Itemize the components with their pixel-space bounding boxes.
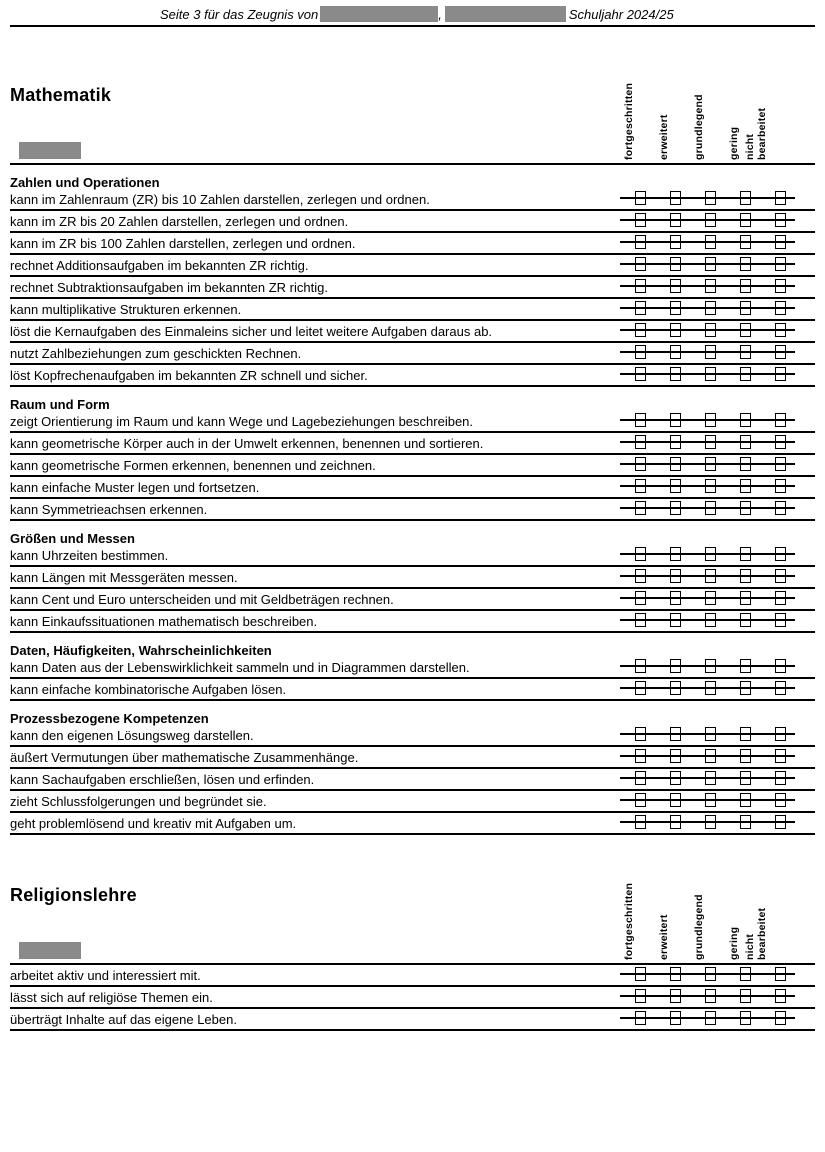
checkbox-nicht-bearbeitet[interactable] [775,1011,786,1025]
checkbox-erweitert[interactable] [670,257,681,271]
checkbox-grundlegend[interactable] [705,989,716,1003]
competency-row [10,343,815,365]
rating-checkboxes [620,793,795,807]
competency-text: kann Daten aus der Lebenswirklichkeit sammeln und in Diagrammen darstellen. [10,660,470,675]
checkbox-grundlegend[interactable] [705,213,716,227]
competency-row [10,433,815,455]
rating-checkboxes [620,591,795,605]
competency-row [10,499,815,521]
redacted-label [19,942,81,959]
competency-text: kann Sachaufgaben erschließen, lösen und erfinden. [10,772,315,787]
competency-text: kann einfache Muster legen und fortsetzen. [10,480,260,495]
rating-checkboxes [620,479,795,493]
checkbox-erweitert[interactable] [670,989,681,1003]
header-name-separator: , [438,7,442,22]
competency-row [10,791,815,813]
checkbox-grundlegend[interactable] [705,793,716,807]
checkbox-nicht-bearbeitet[interactable] [775,191,786,205]
competency-row [10,211,815,233]
checkbox-fortgeschritten[interactable] [635,501,646,515]
checkbox-nicht-bearbeitet[interactable] [775,435,786,449]
checkbox-nicht-bearbeitet[interactable] [775,727,786,741]
subject-section-header [10,882,815,965]
competency-text: geht problemlösend und kreativ mit Aufgaben um. [10,816,297,831]
competency-text: arbeitet aktiv und interessiert mit. [10,968,201,983]
rating-checkboxes [620,213,795,227]
checkbox-fortgeschritten[interactable] [635,279,646,293]
checkbox-nicht-bearbeitet[interactable] [775,771,786,785]
checkbox-fortgeschritten[interactable] [635,749,646,763]
rating-checkboxes [620,569,795,583]
checkbox-gering[interactable] [740,1011,751,1025]
checkbox-nicht-bearbeitet[interactable] [775,989,786,1003]
checkbox-nicht-bearbeitet[interactable] [775,235,786,249]
competency-group [10,965,815,1031]
checkbox-erweitert[interactable] [670,659,681,673]
competency-text: kann geometrische Körper auch in der Umwelt erkennen, benennen und sortieren. [10,436,484,451]
checkbox-grundlegend[interactable] [705,435,716,449]
checkbox-grundlegend[interactable] [705,815,716,829]
checkbox-fortgeschritten[interactable] [635,569,646,583]
checkbox-grundlegend[interactable] [705,279,716,293]
rating-column-label-fortgeschritten: fortgeschritten [623,82,635,160]
checkbox-grundlegend[interactable] [705,479,716,493]
rating-checkboxes [620,279,795,293]
rating-checkboxes [620,235,795,249]
checkbox-erweitert[interactable] [670,367,681,381]
checkbox-gering[interactable] [740,967,751,981]
checkbox-gering[interactable] [740,435,751,449]
competency-group-title: Raum und Form [10,397,110,412]
checkbox-grundlegend[interactable] [705,659,716,673]
checkbox-erweitert[interactable] [670,301,681,315]
checkbox-grundlegend[interactable] [705,345,716,359]
competency-row [10,611,815,633]
competency-row [10,769,815,791]
rating-checkboxes [620,435,795,449]
checkbox-fortgeschritten[interactable] [635,213,646,227]
checkbox-nicht-bearbeitet[interactable] [775,613,786,627]
checkbox-gering[interactable] [740,367,751,381]
checkbox-gering[interactable] [740,659,751,673]
rating-checkboxes [620,771,795,785]
competency-row [10,747,815,769]
competency-text: kann im Zahlenraum (ZR) bis 10 Zahlen darstellen, zerlegen und ordnen. [10,192,430,207]
checkbox-gering[interactable] [740,771,751,785]
rating-checkboxes [620,659,795,673]
rating-column-label-fortgeschritten: fortgeschritten [623,882,635,960]
checkbox-fortgeschritten[interactable] [635,815,646,829]
rating-checkboxes [620,457,795,471]
subject-section-header [10,27,815,165]
checkbox-erweitert[interactable] [670,213,681,227]
competency-text: kann im ZR bis 20 Zahlen darstellen, zerlegen und ordnen. [10,214,349,229]
competency-row [10,987,815,1009]
checkbox-grundlegend[interactable] [705,771,716,785]
checkbox-grundlegend[interactable] [705,547,716,561]
competency-text: kann Cent und Euro unterscheiden und mit Geldbeträgen rechnen. [10,592,394,607]
checkbox-nicht-bearbeitet[interactable] [775,367,786,381]
competency-text: überträgt Inhalte auf das eigene Leben. [10,1012,237,1027]
checkbox-nicht-bearbeitet[interactable] [775,591,786,605]
checkbox-gering[interactable] [740,413,751,427]
competency-group [10,531,815,633]
competency-text: kann geometrische Formen erkennen, benennen und zeichnen. [10,458,376,473]
rating-checkboxes [620,681,795,695]
checkbox-gering[interactable] [740,301,751,315]
rating-checkboxes [620,191,795,205]
redacted-student-firstname [445,6,566,22]
checkbox-gering[interactable] [740,989,751,1003]
competency-text: lässt sich auf religiöse Themen ein. [10,990,213,1005]
checkbox-nicht-bearbeitet[interactable] [775,967,786,981]
competency-group-title: Daten, Häufigkeiten, Wahrscheinlichkeiten [10,643,272,658]
competency-row [10,365,815,387]
redacted-label [19,142,81,159]
checkbox-nicht-bearbeitet[interactable] [775,479,786,493]
checkbox-erweitert[interactable] [670,569,681,583]
competency-text: äußert Vermutungen über mathematische Zusammenhänge. [10,750,359,765]
checkbox-erweitert[interactable] [670,771,681,785]
competency-row [10,725,815,747]
checkbox-nicht-bearbeitet[interactable] [775,279,786,293]
checkbox-grundlegend[interactable] [705,413,716,427]
competency-text: kann Uhrzeiten bestimmen. [10,548,169,563]
checkbox-nicht-bearbeitet[interactable] [775,749,786,763]
competency-row [10,477,815,499]
checkbox-erweitert[interactable] [670,547,681,561]
form-body [10,27,815,1031]
checkbox-erweitert[interactable] [670,793,681,807]
checkbox-erweitert[interactable] [670,191,681,205]
checkbox-gering[interactable] [740,613,751,627]
checkbox-gering[interactable] [740,191,751,205]
competency-row [10,299,815,321]
rating-column-label-gering: gering [728,926,740,960]
checkbox-gering[interactable] [740,569,751,583]
checkbox-nicht-bearbeitet[interactable] [775,213,786,227]
rating-checkboxes [620,501,795,515]
competency-text: löst Kopfrechenaufgaben im bekannten ZR schnell und sicher. [10,368,368,383]
competency-group [10,397,815,521]
checkbox-gering[interactable] [740,793,751,807]
checkbox-erweitert[interactable] [670,235,681,249]
checkbox-erweitert[interactable] [670,591,681,605]
checkbox-grundlegend[interactable] [705,613,716,627]
checkbox-fortgeschritten[interactable] [635,771,646,785]
rating-checkboxes [620,547,795,561]
competency-text: kann multiplikative Strukturen erkennen. [10,302,242,317]
competency-text: kann Einkaufssituationen mathematisch beschreiben. [10,614,318,629]
checkbox-erweitert[interactable] [670,815,681,829]
checkbox-grundlegend[interactable] [705,591,716,605]
competency-row [10,455,815,477]
checkbox-grundlegend[interactable] [705,749,716,763]
checkbox-fortgeschritten[interactable] [635,659,646,673]
checkbox-fortgeschritten[interactable] [635,613,646,627]
checkbox-gering[interactable] [740,479,751,493]
checkbox-nicht-bearbeitet[interactable] [775,257,786,271]
checkbox-nicht-bearbeitet[interactable] [775,413,786,427]
checkbox-nicht-bearbeitet[interactable] [775,659,786,673]
checkbox-erweitert[interactable] [670,323,681,337]
checkbox-erweitert[interactable] [670,749,681,763]
checkbox-gering[interactable] [740,727,751,741]
competency-row [10,189,815,211]
checkbox-grundlegend[interactable] [705,367,716,381]
checkbox-gering[interactable] [740,591,751,605]
checkbox-fortgeschritten[interactable] [635,793,646,807]
rating-column-label-nicht-bearbeitet: nicht bearbeitet [744,907,768,960]
checkbox-nicht-bearbeitet[interactable] [775,793,786,807]
checkbox-gering[interactable] [740,501,751,515]
checkbox-gering[interactable] [740,257,751,271]
competency-text: kann Längen mit Messgeräten messen. [10,570,238,585]
competency-row [10,679,815,701]
checkbox-gering[interactable] [740,345,751,359]
checkbox-gering[interactable] [740,457,751,471]
competency-row [10,589,815,611]
competency-text: kann im ZR bis 100 Zahlen darstellen, zerlegen und ordnen. [10,236,356,251]
rating-column-label-nicht-bearbeitet: nicht bearbeitet [744,107,768,160]
header-text-prefix: Seite 3 für das Zeugnis von [160,7,319,22]
checkbox-grundlegend[interactable] [705,257,716,271]
checkbox-erweitert[interactable] [670,413,681,427]
competency-row [10,255,815,277]
checkbox-grundlegend[interactable] [705,301,716,315]
checkbox-grundlegend[interactable] [705,1011,716,1025]
competency-row [10,1009,815,1031]
checkbox-erweitert[interactable] [670,613,681,627]
checkbox-fortgeschritten[interactable] [635,323,646,337]
rating-checkboxes [620,613,795,627]
checkbox-nicht-bearbeitet[interactable] [775,681,786,695]
checkbox-grundlegend[interactable] [705,235,716,249]
competency-row [10,965,815,987]
subject-title: Religionslehre [10,885,137,905]
checkbox-erweitert[interactable] [670,457,681,471]
redacted-student-lastname [320,6,438,22]
checkbox-nicht-bearbeitet[interactable] [775,323,786,337]
competency-row [10,321,815,343]
competency-group [10,175,815,387]
rating-checkboxes [620,413,795,427]
checkbox-fortgeschritten[interactable] [635,457,646,471]
competency-text: zeigt Orientierung im Raum und kann Wege und Lagebeziehungen beschreiben. [10,414,474,429]
rating-column-label-gering: gering [728,126,740,160]
checkbox-fortgeschritten[interactable] [635,681,646,695]
rating-checkboxes [620,301,795,315]
checkbox-grundlegend[interactable] [705,569,716,583]
checkbox-fortgeschritten[interactable] [635,591,646,605]
checkbox-grundlegend[interactable] [705,967,716,981]
rating-checkboxes [620,1011,795,1025]
competency-group-title: Zahlen und Operationen [10,175,160,190]
header-text-suffix: Schuljahr 2024/25 [568,7,674,22]
checkbox-gering[interactable] [740,213,751,227]
checkbox-nicht-bearbeitet[interactable] [775,345,786,359]
checkbox-erweitert[interactable] [670,501,681,515]
competency-text: nutzt Zahlbeziehungen zum geschickten Rechnen. [10,346,302,361]
rating-checkboxes [620,257,795,271]
rating-column-label-erweitert: erweitert [658,114,670,160]
competency-text: kann Symmetrieachsen erkennen. [10,502,208,517]
competency-row [10,277,815,299]
checkbox-gering[interactable] [740,547,751,561]
checkbox-fortgeschritten[interactable] [635,967,646,981]
subject-section [10,27,815,835]
rating-checkboxes [620,815,795,829]
rating-column-label-grundlegend: grundlegend [693,894,705,960]
competency-text: rechnet Additionsaufgaben im bekannten ZR richtig. [10,258,309,273]
competency-row [10,411,815,433]
checkbox-nicht-bearbeitet[interactable] [775,301,786,315]
checkbox-fortgeschritten[interactable] [635,479,646,493]
competency-row [10,233,815,255]
checkbox-fortgeschritten[interactable] [635,257,646,271]
checkbox-fortgeschritten[interactable] [635,235,646,249]
checkbox-grundlegend[interactable] [705,323,716,337]
rating-checkboxes [620,323,795,337]
competency-row [10,657,815,679]
checkbox-fortgeschritten[interactable] [635,727,646,741]
page-header [10,0,815,27]
checkbox-gering[interactable] [740,815,751,829]
competency-row [10,567,815,589]
checkbox-fortgeschritten[interactable] [635,989,646,1003]
checkbox-grundlegend[interactable] [705,681,716,695]
checkbox-gering[interactable] [740,681,751,695]
rating-checkboxes [620,367,795,381]
rating-column-label-grundlegend: grundlegend [693,94,705,160]
competency-text: löst die Kernaufgaben des Einmaleins sicher und leitet weitere Aufgaben daraus ab. [10,324,493,339]
checkbox-erweitert[interactable] [670,1011,681,1025]
checkbox-fortgeschritten[interactable] [635,413,646,427]
rating-column-label-erweitert: erweitert [658,914,670,960]
checkbox-fortgeschritten[interactable] [635,435,646,449]
checkbox-erweitert[interactable] [670,681,681,695]
checkbox-nicht-bearbeitet[interactable] [775,815,786,829]
competency-row [10,545,815,567]
competency-text: zieht Schlussfolgerungen und begründet sie. [10,794,267,809]
checkbox-fortgeschritten[interactable] [635,301,646,315]
competency-row [10,813,815,835]
checkbox-erweitert[interactable] [670,345,681,359]
checkbox-erweitert[interactable] [670,279,681,293]
checkbox-fortgeschritten[interactable] [635,367,646,381]
rating-checkboxes [620,749,795,763]
checkbox-erweitert[interactable] [670,479,681,493]
competency-text: kann einfache kombinatorische Aufgaben lösen. [10,682,287,697]
checkbox-grundlegend[interactable] [705,501,716,515]
competency-group [10,643,815,701]
checkbox-nicht-bearbeitet[interactable] [775,501,786,515]
checkbox-nicht-bearbeitet[interactable] [775,457,786,471]
checkbox-grundlegend[interactable] [705,457,716,471]
checkbox-nicht-bearbeitet[interactable] [775,547,786,561]
checkbox-fortgeschritten[interactable] [635,547,646,561]
checkbox-gering[interactable] [740,323,751,337]
checkbox-erweitert[interactable] [670,967,681,981]
competency-group-title: Größen und Messen [10,531,135,546]
rating-checkboxes [620,345,795,359]
rating-checkboxes [620,967,795,981]
checkbox-gering[interactable] [740,235,751,249]
checkbox-gering[interactable] [740,279,751,293]
checkbox-nicht-bearbeitet[interactable] [775,569,786,583]
checkbox-erweitert[interactable] [670,435,681,449]
competency-group-title: Prozessbezogene Kompetenzen [10,711,209,726]
checkbox-fortgeschritten[interactable] [635,1011,646,1025]
competency-group [10,711,815,835]
checkbox-gering[interactable] [740,749,751,763]
subject-title: Mathematik [10,85,112,105]
checkbox-erweitert[interactable] [670,727,681,741]
competency-text: rechnet Subtraktionsaufgaben im bekannten ZR richtig. [10,280,328,295]
rating-checkboxes [620,989,795,1003]
checkbox-grundlegend[interactable] [705,727,716,741]
checkbox-grundlegend[interactable] [705,191,716,205]
competency-text: kann den eigenen Lösungsweg darstellen. [10,728,254,743]
checkbox-fortgeschritten[interactable] [635,191,646,205]
checkbox-fortgeschritten[interactable] [635,345,646,359]
rating-checkboxes [620,727,795,741]
subject-section [10,882,815,1031]
